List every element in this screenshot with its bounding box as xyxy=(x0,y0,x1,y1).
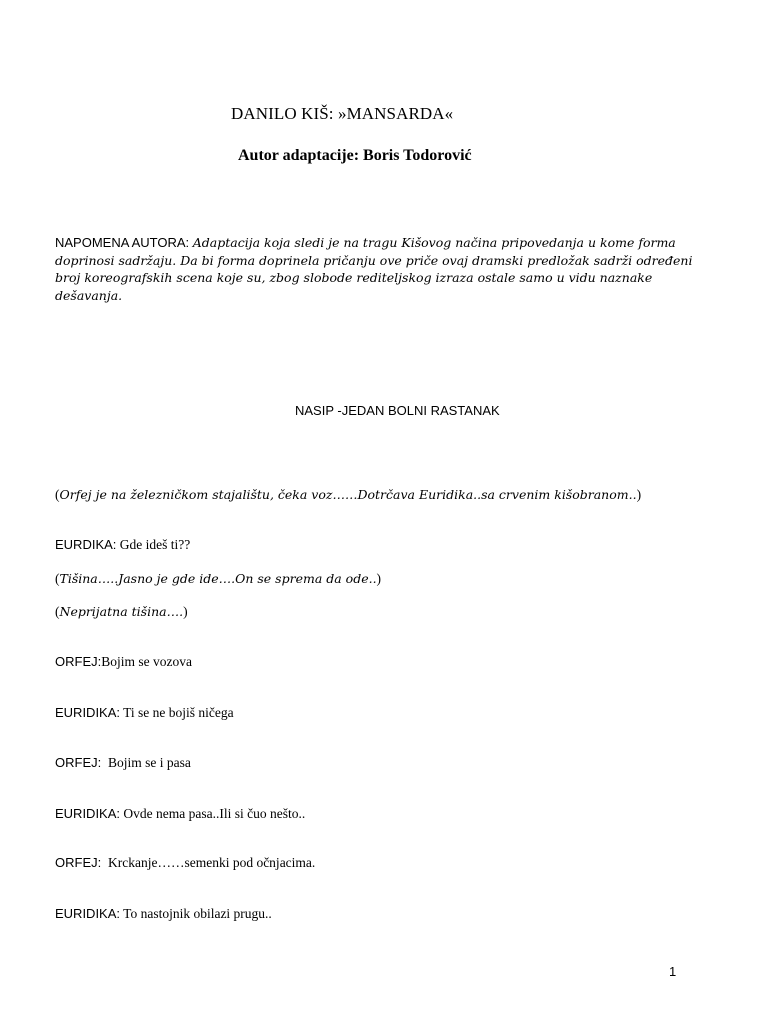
stage-direction xyxy=(55,571,381,587)
dialogue-line xyxy=(55,705,234,721)
page-number: 1 xyxy=(669,964,677,979)
speaker-name: EURIDIKA: xyxy=(55,906,121,921)
dialogue-text: To nastojnik obilazi prugu.. xyxy=(120,906,272,921)
author-note-text: Adaptacija koja sledi je na tragu Kišovog načina pripovedanja u kome forma doprinosi sadržaju. Da bi forma doprinela pričanju ove priče ovaj dramski predložak sadrži određeni broj koreografskih scena koje su, zbog slobode rediteljskog izraza ostale samo u vidu naznake dešavanja. xyxy=(55,235,693,303)
dialogue-text: Bojim se i pasa xyxy=(101,755,191,770)
dialogue-text: Gde ideš ti?? xyxy=(116,537,191,552)
dialogue-line xyxy=(55,806,305,822)
dialogue-text: Ovde nema pasa..Ili si čuo nešto.. xyxy=(120,806,306,821)
stage-direction xyxy=(55,604,188,620)
stage-direction-text: Neprijatna tišina…. xyxy=(59,604,184,619)
speaker-name: ORFEJ: xyxy=(55,755,102,770)
speaker-name: ORFEJ: xyxy=(55,855,102,870)
dialogue-line xyxy=(55,537,190,553)
close-paren: ) xyxy=(376,571,382,586)
document-title: DANILO KIŠ: »MANSARDA« xyxy=(231,104,454,123)
dialogue-line xyxy=(55,906,272,922)
adaptation-author: Autor adaptacije: Boris Todorović xyxy=(238,147,472,164)
close-paren: ) xyxy=(183,604,188,619)
open-paren: ( xyxy=(55,571,60,586)
dialogue-line xyxy=(55,855,315,871)
dialogue-text: Krckanje……semenki pod očnjacima. xyxy=(101,855,316,870)
open-paren: ( xyxy=(55,604,60,619)
speaker-name: EURIDIKA: xyxy=(55,705,121,720)
author-note xyxy=(55,234,695,304)
scene-title: NASIP -JEDAN BOLNI RASTANAK xyxy=(295,403,500,418)
stage-direction xyxy=(55,487,641,503)
dialogue-line xyxy=(55,654,192,670)
speaker-name: EURIDIKA: xyxy=(55,806,121,821)
speaker-name: EURDIKA: xyxy=(55,537,117,552)
author-note-label: NAPOMENA AUTORA: xyxy=(55,235,193,250)
close-paren: ) xyxy=(636,487,642,502)
stage-direction-text: Orfej je na železničkom stajalištu, čeka voz……Dotrčava Euridika..sa crvenim kišobranom.. xyxy=(59,487,637,502)
dialogue-line xyxy=(55,755,191,771)
speaker-name: ORFEJ: xyxy=(55,654,102,669)
open-paren: ( xyxy=(55,487,60,502)
dialogue-text: Ti se ne bojiš ničega xyxy=(120,705,234,720)
dialogue-text: Bojim se vozova xyxy=(101,654,192,669)
stage-direction-text: Tišina…..Jasno je gde ide….On se sprema da ode.. xyxy=(59,571,377,586)
